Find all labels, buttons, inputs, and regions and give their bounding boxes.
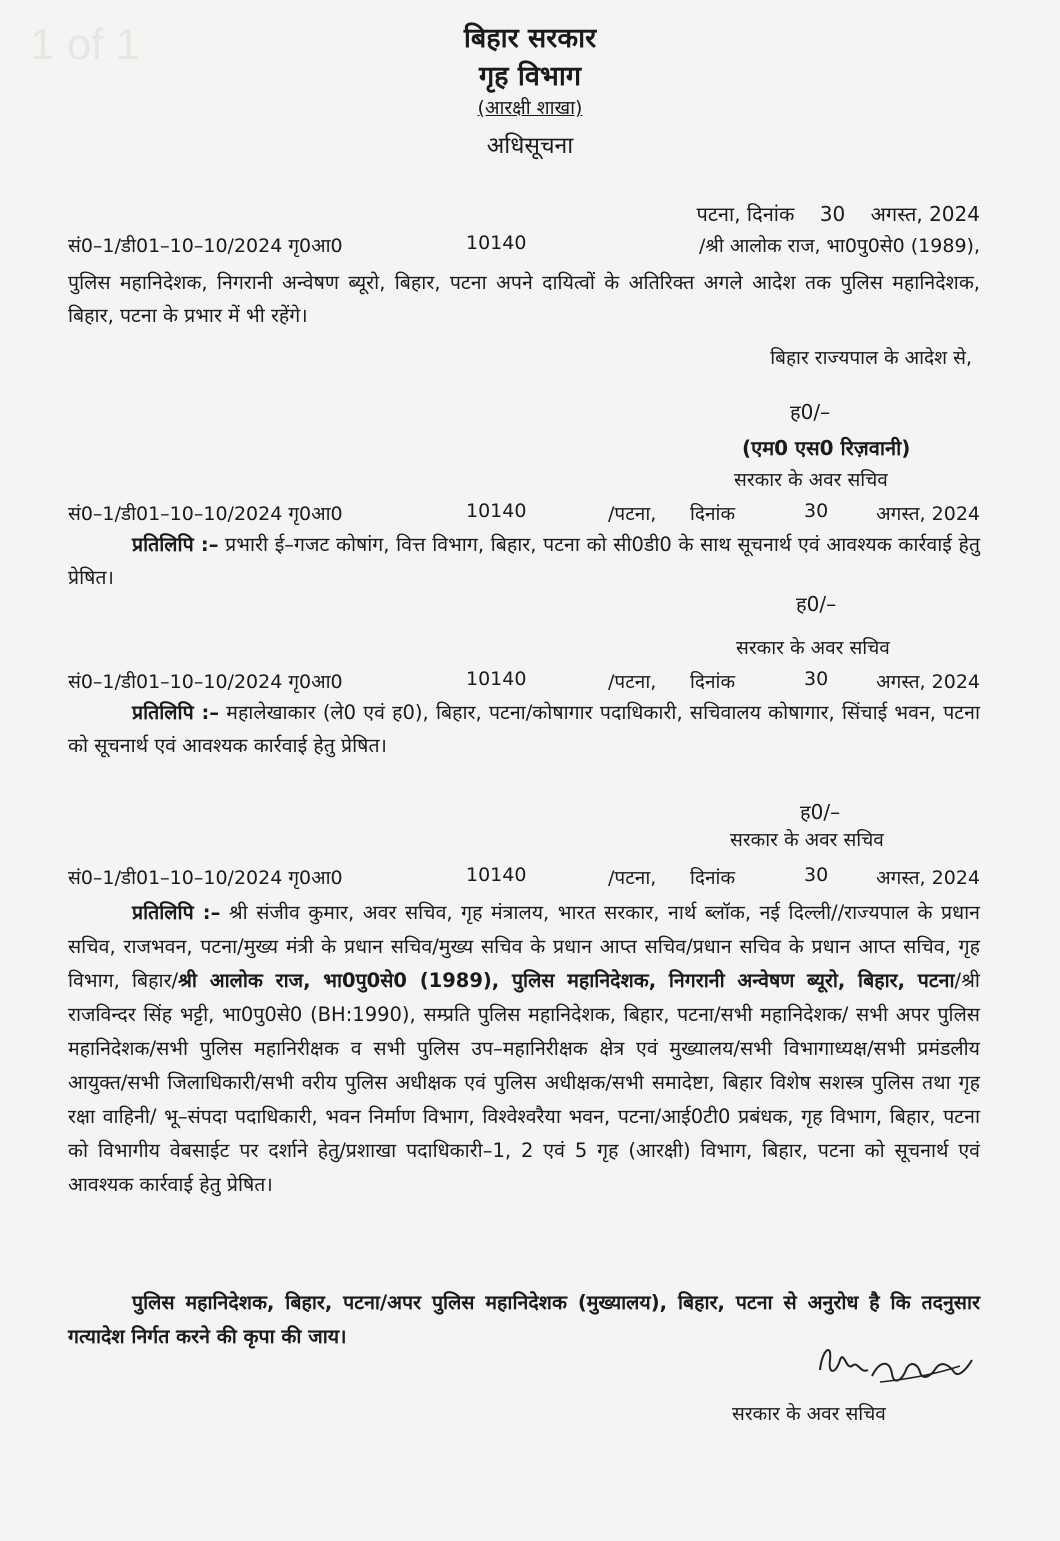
copy-text-bold: श्री आलोक राज, भा0पु0से0 (1989), पुलिस महानिदेशक, निगरानी अन्वेषण ब्यूरो, बिहार, पटना <box>178 969 955 992</box>
copy-2-signatory-title: सरकार के अवर सचिव <box>730 829 884 851</box>
copy-text: महालेखाकार (ले0 एवं ह0), बिहार, पटना/कोषागार पदाधिकारी, सचिवालय कोषागार, सिंचाई भवन, पटना को सूचनार्थ एवं आवश्यक कार्रवाई हेतु प्रेषित। <box>68 701 981 757</box>
handwritten-signature <box>810 1330 980 1400</box>
branch-name: (आरक्षी शाखा) <box>477 97 583 119</box>
copy-text-part-2: /श्री राजविन्दर सिंह भट्टी, भा0पु0से0 (BH:1990), सम्प्रति पुलिस महानिदेशक, बिहार, पटना/सभी महानिदेशक/ सभी अपर पुलिस महानिदेशक/सभी पुलिस महानिरीक्षक व सभी पुलिस उप–महानिरीक्षक क्षेत्र एवं मुख्यालय/सभी विभागाध्यक्ष/सभी प्रमंडलीय आयुक्त/सभी जिलाधिकारी/सभी वरीय पुलिस अधीक्षक एवं पुलिस अधीक्षक/सभी समादेष्टा, बिहार विशेष सशस्त्र पुलिस तथा गृह रक्षा वाहिनी/ भू–संपदा पदाधिकारी, भवन निर्माण विभाग, विश्वेश्वरैया भवन, पटना/आई0टी0 प्रबंधक, गृह विभाग, बिहार, पटना को विभागीय वेबसाईट पर दर्शाने हेतु/प्रशाखा पदाधिकारी–1, 2 एवं 5 गृह (आरक्षी) विभाग, बिहार, पटना को सूचनार्थ एवं आवश्यक कार्रवाई हेतु प्रेषित। <box>68 969 980 1196</box>
date-month-year: अगस्त, 2024 <box>876 671 980 693</box>
dispatch-number: 10140 <box>466 864 527 886</box>
copy-label: प्रतिलिपि :– <box>132 533 219 556</box>
ref-number: सं0–1/डी01–10–10/2024 गृ0आ0 <box>68 503 343 525</box>
ref-number: सं0–1/डी01–10–10/2024 गृ0आ0 <box>68 235 343 257</box>
final-signatory-title: सरकार के अवर सचिव <box>732 1403 886 1425</box>
notification-body: पुलिस महानिदेशक, निगरानी अन्वेषण ब्यूरो, बिहार, पटना अपने दायित्वों के अतिरिक्त अगले आदेश तक पुलिस महानिदेशक, बिहार, पटना के प्रभार में भी रहेंगे। <box>68 271 980 327</box>
place: /पटना, <box>608 503 657 525</box>
signed-mark: ह0/– <box>790 400 831 424</box>
request-paragraph: पुलिस महानिदेशक, बिहार, पटना/अपर पुलिस महानिदेशक (मुख्यालय), बिहार, पटना से अनुरोध है कि तदनुसार गत्यादेश निर्गत करने की कृपा की जाय। <box>68 1291 980 1348</box>
copy-1-signed-mark: ह0/– <box>796 592 837 616</box>
signatory-title: सरकार के अवर सचिव <box>734 469 888 491</box>
copy-1-body <box>68 528 980 594</box>
copy-2-body <box>68 696 980 762</box>
government-name: बिहार सरकार <box>463 23 597 54</box>
date-label: दिनांक <box>690 503 736 525</box>
copy-text-part-1: श्री संजीव कुमार, अवर सचिव, गृह मंत्रालय, भारत सरकार, नार्थ ब्लॉक, नई दिल्ली//राज्यपाल के प्रधान सचिव, राजभवन, पटना/मुख्य मंत्री के प्रधान सचिव/मुख्य सचिव के प्रधान आप्त सचिव/प्रधान सचिव के प्रधान आप्त सचिव, गृह विभाग, बिहार/ <box>68 901 980 992</box>
date-month-year: अगस्त, 2024 <box>876 503 980 525</box>
date-day: 30 <box>804 500 829 522</box>
ref-number: सं0–1/डी01–10–10/2024 गृ0आ0 <box>68 867 343 889</box>
date-label: दिनांक <box>690 671 736 693</box>
by-order-line: बिहार राज्यपाल के आदेश से, <box>770 347 972 369</box>
copy-2-signed-mark: ह0/– <box>800 800 841 824</box>
copy-1-signatory-title: सरकार के अवर सचिव <box>736 637 890 659</box>
copy-3-body <box>68 896 980 1202</box>
dispatch-number: 10140 <box>466 232 527 254</box>
department-name: गृह विभाग <box>478 61 582 92</box>
ref-number: सं0–1/डी01–10–10/2024 गृ0आ0 <box>68 671 343 693</box>
copy-1-ref-line <box>68 500 980 530</box>
copy-label: प्रतिलिपि :– <box>132 901 221 924</box>
copy-2-ref-line <box>68 668 980 698</box>
notification-ref-line <box>68 232 980 262</box>
copy-label: प्रतिलिपि :– <box>132 701 220 724</box>
date-day: 30 <box>804 864 829 886</box>
place: /पटना, <box>608 671 657 693</box>
ref-line-tail: /श्री आलोक राज, भा0पु0से0 (1989), <box>699 235 980 257</box>
date-label: दिनांक <box>690 867 736 889</box>
signatory-name: (एम0 एस0 रिज़वानी) <box>742 436 911 460</box>
place: /पटना, <box>608 867 657 889</box>
date-day: 30 <box>804 668 829 690</box>
notification-date: पटना, दिनांक 30 अगस्त, 2024 <box>696 202 980 226</box>
document-title: अधिसूचना <box>486 133 574 159</box>
dispatch-number: 10140 <box>466 500 527 522</box>
copy-3-ref-line <box>68 864 980 894</box>
dispatch-number: 10140 <box>466 668 527 690</box>
watermark: 1 of 1 <box>30 20 141 69</box>
copy-text: प्रभारी ई–गजट कोषांग, वित्त विभाग, बिहार, पटना को सी0डी0 के साथ सूचनार्थ एवं आवश्यक कार्रवाई हेतु प्रेषित। <box>68 533 980 589</box>
date-month-year: अगस्त, 2024 <box>876 867 980 889</box>
